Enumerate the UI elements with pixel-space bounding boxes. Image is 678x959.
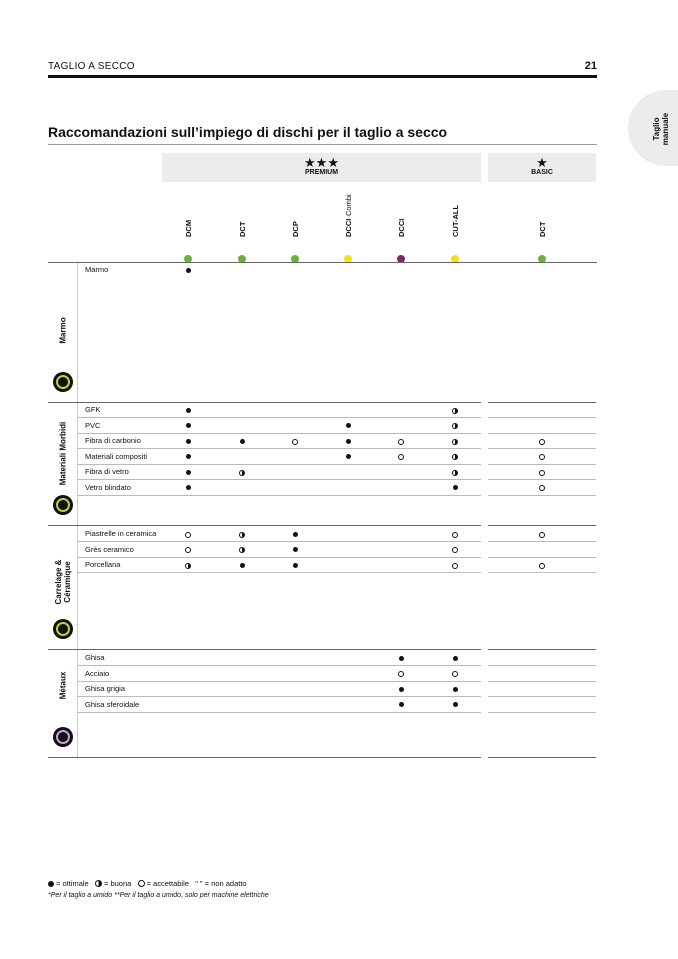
rating-full — [186, 408, 191, 413]
rating-half — [452, 454, 458, 460]
row-label: Ghisa grigia — [85, 684, 126, 693]
section-rule — [48, 757, 481, 758]
section-divider — [77, 526, 78, 649]
section-label: Métaux — [58, 671, 68, 700]
legend-acceptable: = accettabile — [146, 879, 189, 888]
rating-full — [240, 439, 245, 444]
rating-full — [240, 563, 245, 568]
rating-empty — [452, 547, 458, 553]
side-tab-label: Taglio manuale — [652, 112, 670, 146]
rating-full — [346, 423, 351, 428]
rating-full — [399, 656, 404, 661]
rating-empty — [539, 532, 545, 538]
rating-half — [239, 532, 245, 538]
column-header-0 — [181, 176, 195, 246]
rating-empty — [539, 454, 545, 460]
legend-not-suitable: " " = non adatto — [195, 879, 247, 888]
legend-good: = buona — [104, 879, 132, 888]
rating-full — [346, 439, 351, 444]
legend-half-symbol — [95, 880, 102, 887]
rating-empty — [185, 532, 191, 538]
rating-empty — [539, 563, 545, 569]
rating-full — [186, 423, 191, 428]
row-rule — [78, 665, 481, 666]
row-rule-basic — [488, 665, 596, 666]
row-rule — [78, 417, 481, 418]
row-rule-basic — [488, 696, 596, 697]
section-label: Carrelage & Céramique — [54, 559, 72, 605]
row-rule-basic — [488, 495, 596, 496]
soft-materials-icon — [53, 495, 73, 515]
row-label: Ghisa — [85, 653, 105, 662]
section-rule-basic — [488, 649, 596, 650]
section-divider — [77, 650, 78, 757]
header-rule — [48, 75, 597, 78]
legend-optimal: = ottimale — [56, 879, 89, 888]
column-label: DCT — [538, 221, 547, 237]
column-label: DCCI — [397, 218, 406, 237]
legend — [48, 879, 247, 888]
rating-half — [452, 439, 458, 445]
rating-full — [293, 547, 298, 552]
rating-empty — [452, 532, 458, 538]
row-rule-basic — [488, 433, 596, 434]
row-rule-basic — [488, 479, 596, 480]
row-label: Marmo — [85, 265, 109, 274]
premium-band — [162, 153, 481, 182]
rating-empty — [292, 439, 298, 445]
row-rule — [78, 712, 481, 713]
row-rule-basic — [488, 541, 596, 542]
rating-full — [186, 439, 191, 444]
section-label-2 — [55, 530, 71, 613]
section-divider — [77, 263, 78, 402]
column-label: DCP — [291, 221, 300, 237]
row-label: Porcellana — [85, 560, 121, 569]
rating-empty — [539, 439, 545, 445]
legend-full-symbol — [48, 881, 54, 887]
premium-stars: ★★★ — [304, 155, 339, 170]
row-rule — [78, 572, 481, 573]
column-header-5 — [448, 176, 462, 246]
legend-empty-symbol — [138, 880, 145, 887]
section-rule-basic — [488, 757, 596, 758]
row-label: Fibra di carbonio — [85, 436, 141, 445]
rating-half — [452, 423, 458, 429]
basic-stars: ★ — [536, 155, 548, 170]
row-rule — [78, 681, 481, 682]
marble-icon — [53, 372, 73, 392]
column-header-3 — [341, 176, 355, 246]
column-label: DCM — [184, 219, 193, 237]
title-rule — [48, 144, 597, 145]
column-header-2 — [288, 176, 302, 246]
rating-empty — [539, 470, 545, 476]
rating-empty — [398, 454, 404, 460]
rating-full — [453, 485, 458, 490]
legend-note: *Per il taglio a umido **Per il taglio a umido, solo per machine elettriche — [48, 892, 269, 899]
header-bottom-rule — [48, 262, 597, 263]
rating-empty — [398, 439, 404, 445]
row-rule-basic — [488, 681, 596, 682]
rating-full — [453, 702, 458, 707]
rating-half — [239, 470, 245, 476]
row-rule — [78, 495, 481, 496]
row-label: Piastrelle in ceramica — [85, 529, 157, 538]
side-tab-label-wrap — [646, 102, 676, 156]
basic-label: BASIC — [531, 169, 553, 176]
rating-full — [453, 687, 458, 692]
row-label: Grès ceramico — [85, 544, 134, 554]
row-rule — [78, 557, 481, 558]
rating-full — [346, 454, 351, 459]
rating-full — [399, 702, 404, 707]
row-label: GFK — [85, 405, 101, 414]
page-number: 21 — [584, 60, 597, 72]
page-title: Raccomandazioni sull’impiego di dischi per il taglio a secco — [48, 124, 448, 140]
tiles-icon — [53, 619, 73, 639]
rating-empty — [185, 547, 191, 553]
column-header-4 — [394, 176, 408, 246]
section-label-0 — [55, 267, 71, 366]
rating-empty — [452, 671, 458, 677]
rating-full — [293, 563, 298, 568]
row-rule-basic — [488, 557, 596, 558]
row-rule — [78, 696, 481, 697]
section-label-3 — [55, 654, 71, 721]
row-label: Ghisa sferoidale — [85, 699, 140, 709]
premium-label: PREMIUM — [304, 169, 339, 176]
row-rule-basic — [488, 417, 596, 418]
column-header-6 — [535, 176, 549, 246]
rating-half — [452, 408, 458, 414]
rating-full — [186, 268, 191, 273]
rating-empty — [452, 563, 458, 569]
row-rule-basic — [488, 572, 596, 573]
column-header-1 — [235, 176, 249, 246]
rating-full — [293, 532, 298, 537]
column-label-suffix: Combi — [344, 194, 353, 217]
row-rule-basic — [488, 448, 596, 449]
rating-full — [453, 656, 458, 661]
section-label-1 — [55, 407, 71, 489]
rating-empty — [539, 485, 545, 491]
metal-icon — [53, 727, 73, 747]
section-header: TAGLIO A SECCO — [48, 61, 135, 72]
row-rule — [78, 433, 481, 434]
rating-empty — [398, 671, 404, 677]
row-rule-basic — [488, 712, 596, 713]
column-label: DCT — [238, 221, 247, 237]
row-label: Fibra di vetro — [85, 467, 129, 476]
row-rule-basic — [488, 464, 596, 465]
rating-half — [185, 563, 191, 569]
row-label: Materiali compositi — [85, 451, 148, 461]
row-rule — [78, 448, 481, 449]
rating-full — [186, 485, 191, 490]
section-rule-basic — [488, 525, 596, 526]
section-rule — [48, 525, 481, 526]
rating-full — [186, 454, 191, 459]
section-label: Materiali Morbidi — [58, 421, 68, 486]
rating-full — [186, 470, 191, 475]
row-rule — [78, 541, 481, 542]
column-label: CUT-ALL — [451, 204, 460, 237]
row-label: Vetro blindato — [85, 482, 131, 492]
row-rule — [78, 464, 481, 465]
section-label: Marmo — [58, 317, 68, 344]
section-rule-basic — [488, 402, 596, 403]
row-rule — [78, 479, 481, 480]
rating-half — [239, 547, 245, 553]
rating-full — [399, 687, 404, 692]
rating-half — [452, 470, 458, 476]
row-label: Acciaio — [85, 668, 110, 678]
section-rule — [48, 402, 481, 403]
row-label: PVC — [85, 420, 101, 430]
column-label: DCCI — [344, 218, 353, 237]
section-rule — [48, 649, 481, 650]
